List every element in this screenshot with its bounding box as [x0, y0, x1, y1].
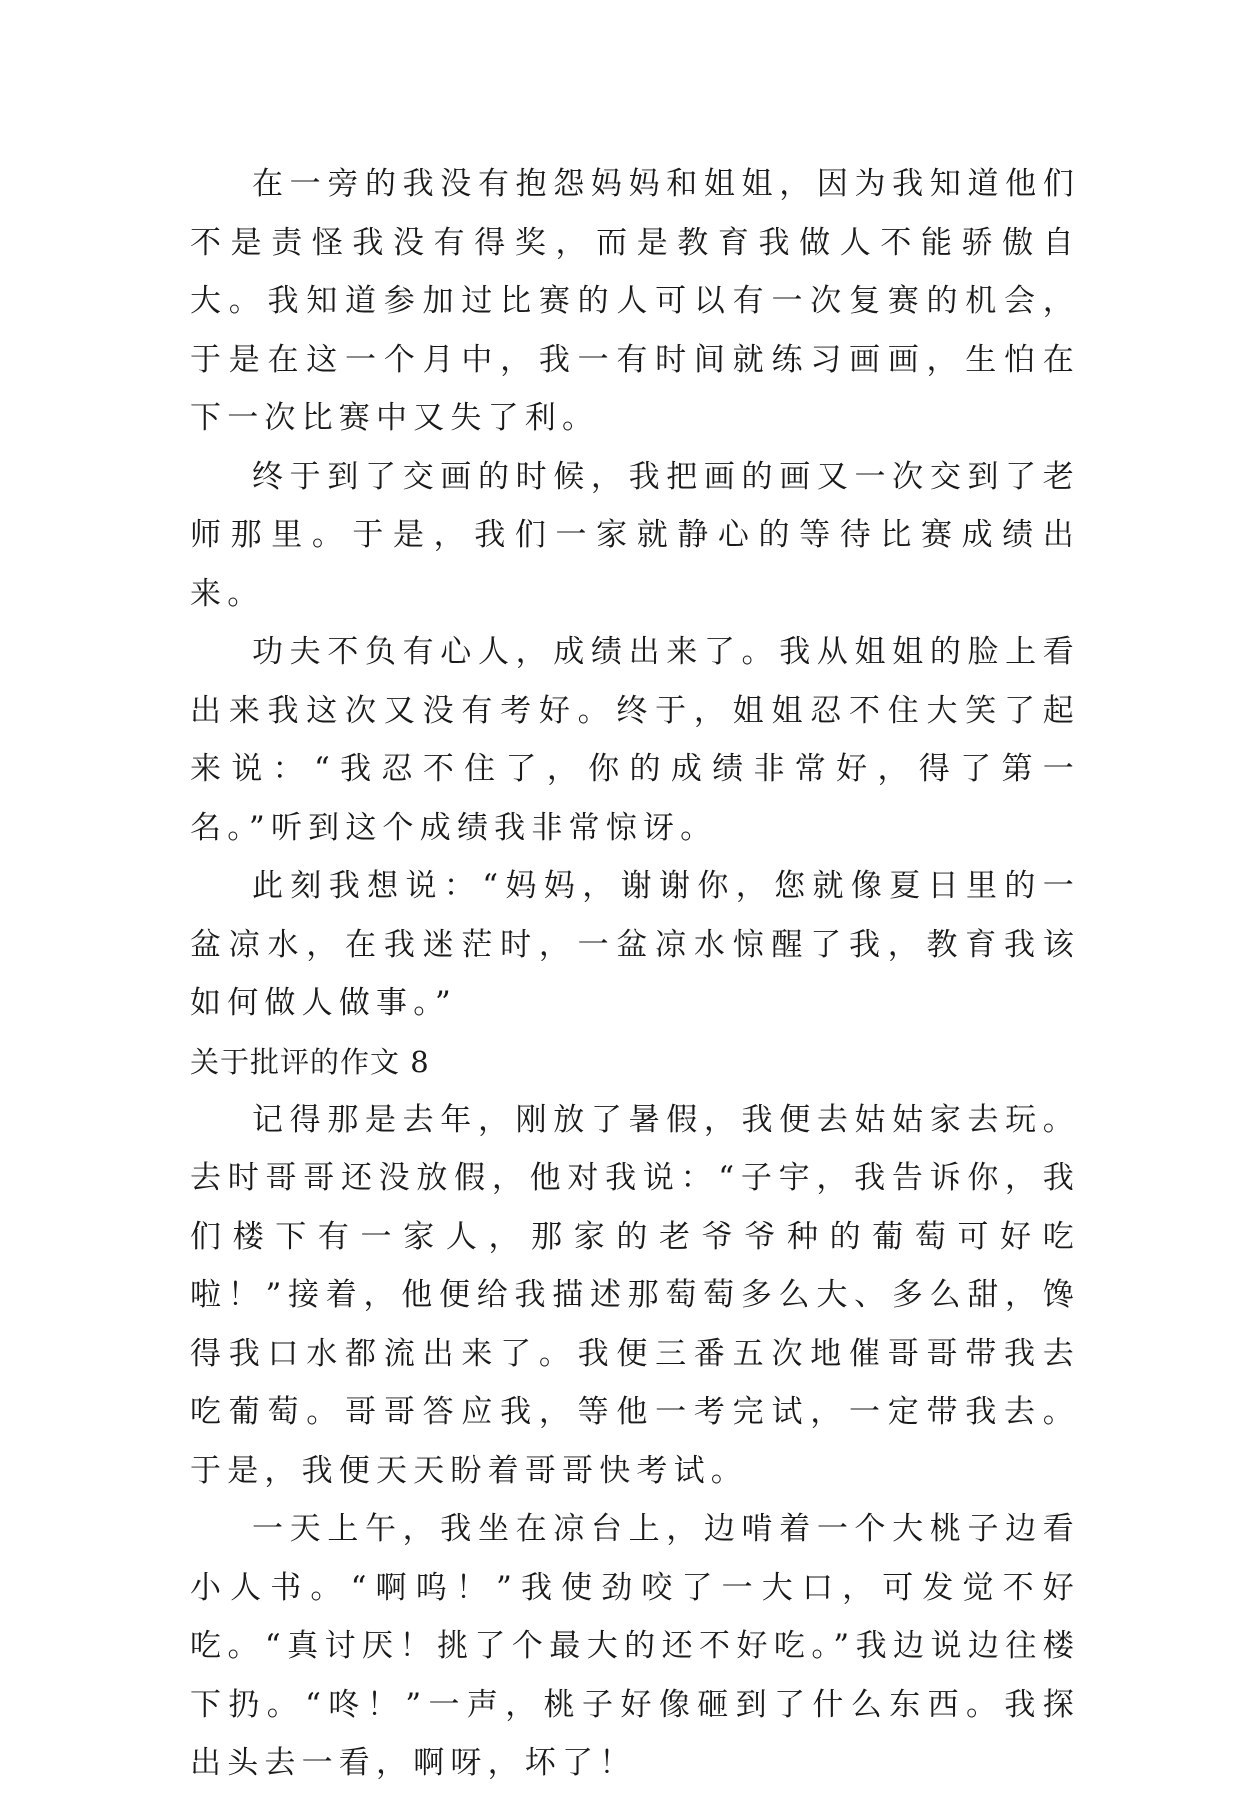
- paragraph: 一天上午，我坐在凉台上，边啃着一个大桃子边看小人书。“啊呜！”我使劲咬了一大口，可发觉不好吃。“真讨厌！挑了个最大的还不好吃。”我边说边往楼下扔。“咚！”一声，桃子好像砸到了什么东西。我探出头去一看，啊呀，坏了！: [190, 1511, 1080, 1781]
- paragraph: 终于到了交画的时候，我把画的画又一次交到了老师那里。于是，我们一家就静心的等待比赛成绩出来。: [190, 458, 1080, 612]
- document-page: [190, 155, 1080, 1793]
- paragraph: 在一旁的我没有抱怨妈妈和姐姐，因为我知道他们不是责怪我没有得奖，而是教育我做人不能骄傲自大。我知道参加过比赛的人可以有一次复赛的机会，于是在这一个月中，我一有时间就练习画画，生怕在下一次比赛中又失了利。: [190, 166, 1080, 436]
- paragraph: 记得那是去年，刚放了暑假，我便去姑姑家去玩。去时哥哥还没放假，他对我说：“子宇，我告诉你，我们楼下有一家人，那家的老爷爷种的葡萄可好吃啦！”接着，他便给我描述那萄萄多么大、多么甜，馋得我口水都流出来了。我便三番五次地催哥哥带我去吃葡萄。哥哥答应我，等他一考完试，一定带我去。于是，我便天天盼着哥哥快考试。: [190, 1101, 1080, 1489]
- paragraph: 功夫不负有心人，成绩出来了。我从姐姐的脸上看出来我这次又没有考好。终于，姐姐忍不住大笑了起来说：“我忍不住了，你的成绩非常好，得了第一名。”听到这个成绩我非常惊讶。: [190, 634, 1080, 846]
- paragraph: 此刻我想说：“妈妈，谢谢你，您就像夏日里的一盆凉水，在我迷茫时，一盆凉水惊醒了我，教育我该如何做人做事。”: [190, 868, 1080, 1021]
- section-heading: 关于批评的作文 8: [190, 1044, 430, 1079]
